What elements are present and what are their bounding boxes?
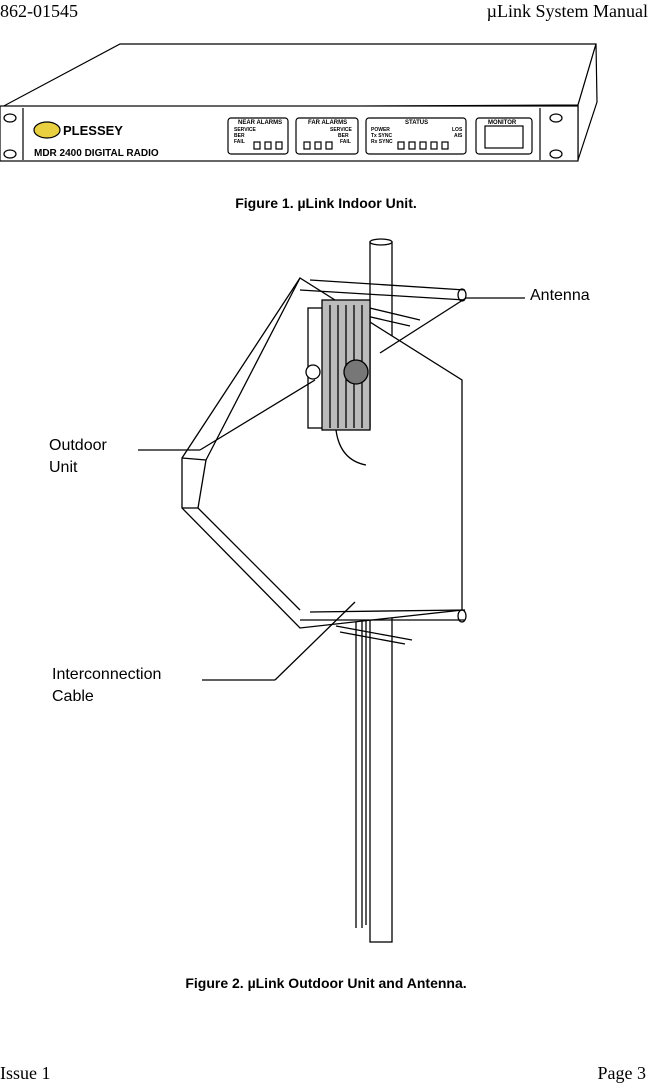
plessey-logo-icon (34, 122, 60, 138)
status-label: LOS (452, 127, 463, 133)
cable-callout: Cable (52, 688, 94, 705)
brand-label: PLESSEY (63, 123, 123, 138)
issue-label: Issue 1 (0, 1063, 51, 1083)
cable-callout: Interconnection (52, 666, 162, 683)
outdoor-unit-callout: Outdoor (49, 437, 107, 454)
status-label: POWER (371, 127, 390, 133)
outdoor-unit-illustration (138, 239, 525, 942)
far-alarm-label: SERVICE (330, 127, 352, 133)
far-alarm-label: BER (338, 133, 349, 139)
near-alarm-label: BER (234, 133, 245, 139)
page-number: Page 3 (597, 1063, 646, 1083)
near-alarms-title: NEAR ALARMS (238, 120, 283, 126)
figure-1-caption: Figure 1. µLink Indoor Unit. (235, 195, 417, 211)
far-alarm-label: FAIL (340, 139, 351, 145)
near-alarm-label: SERVICE (234, 127, 256, 133)
status-title: STATUS (405, 120, 429, 126)
manual-title: µLink System Manual (486, 1, 648, 21)
model-label: MDR 2400 DIGITAL RADIO (34, 148, 159, 159)
figure-2-caption: Figure 2. µLink Outdoor Unit and Antenna. (185, 975, 467, 991)
antenna-callout: Antenna (530, 287, 590, 304)
near-alarm-label: FAIL (234, 139, 245, 145)
outdoor-unit-callout: Unit (49, 459, 78, 476)
status-label: Tx SYNC (371, 133, 393, 139)
status-label: AIS (454, 133, 463, 139)
status-label: Rx SYNC (371, 139, 393, 145)
document-number: 862-01545 (0, 1, 78, 21)
monitor-title: MONITOR (488, 120, 517, 126)
far-alarms-title: FAR ALARMS (308, 120, 348, 126)
indoor-unit-illustration (0, 44, 597, 161)
